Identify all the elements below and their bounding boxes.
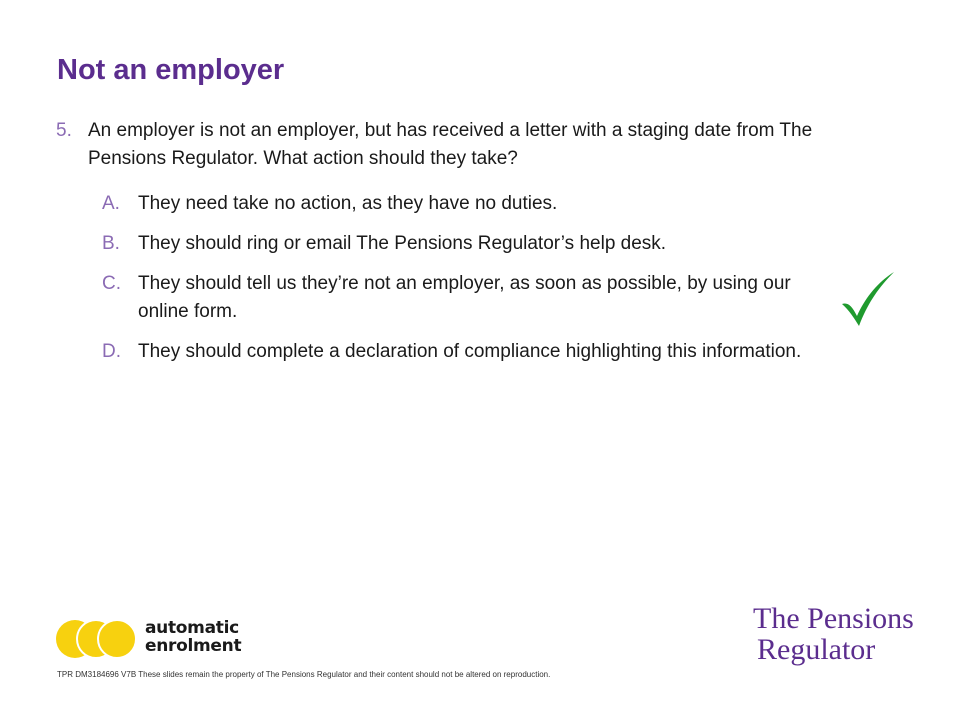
slide-title: Not an employer [57,54,285,86]
option-d [102,338,852,366]
option-text: They should complete a declaration of compliance highlighting this information. [138,341,802,362]
option-letter: B. [102,233,120,254]
question-text: An employer is not an employer, but has received a letter with a staging date from The Pensions Regulator. What action should they take? [88,120,813,169]
footer-disclaimer: TPR DM3184696 V7B These slides remain the property of The Pensions Regulator and their content should not be altered on reproduction. [57,670,551,679]
option-a [102,190,852,218]
option-c [102,270,852,326]
option-letter: D. [102,341,121,362]
answer-options [102,190,852,378]
ae-wordmark [145,619,241,655]
question [56,117,856,173]
option-text: They should tell us they’re not an employer, as soon as possible, by using our online form. [138,273,791,322]
question-number: 5. [56,120,72,141]
option-text: They need take no action, as they have no duties. [138,193,558,214]
tpr-line1: The Pensions [753,602,914,635]
option-text: They should ring or email The Pensions Regulator’s help desk. [138,233,667,254]
option-letter: A. [102,193,120,214]
check-mark-icon [838,268,898,330]
ae-line2: enrolment [145,636,242,656]
pensions-regulator-logo [753,603,914,665]
option-b [102,230,852,258]
tpr-line2: Regulator [757,633,876,666]
ae-circles-icon [55,615,139,663]
automatic-enrolment-logo [55,615,255,663]
option-letter: C. [102,273,121,294]
ae-line1: automatic [145,618,239,638]
